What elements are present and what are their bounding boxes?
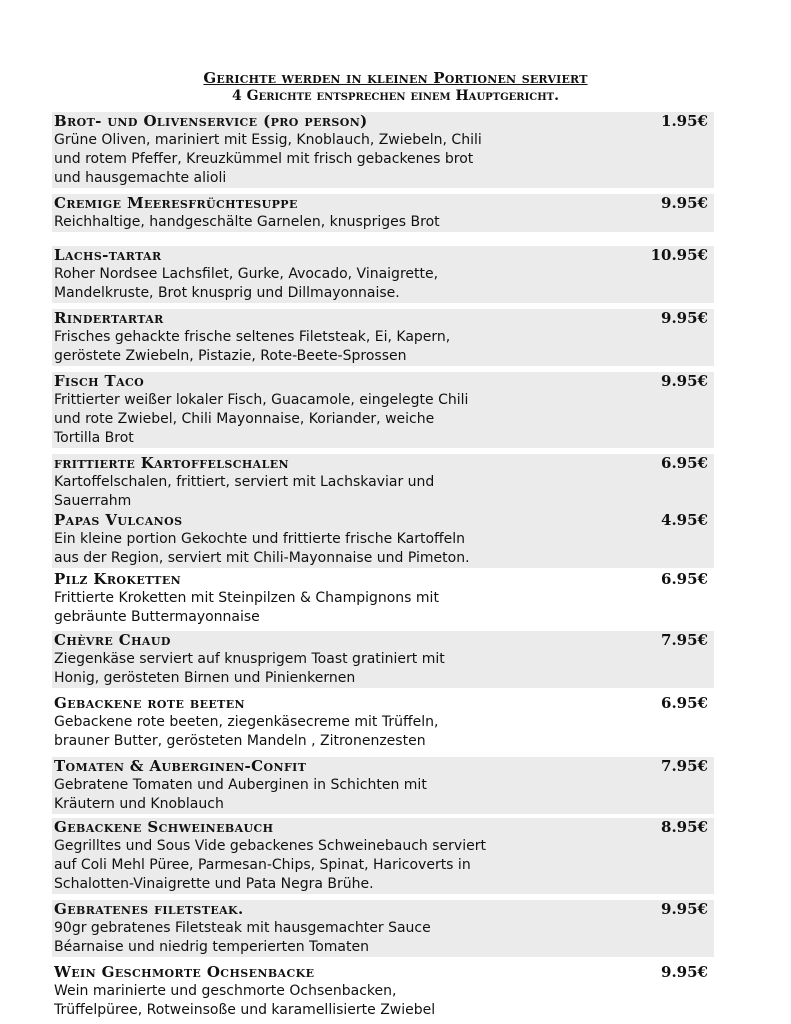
dish-name: Rindertartar [54, 309, 164, 327]
menu-item [52, 511, 714, 568]
menu-item [52, 570, 714, 627]
dish-price: 9.95€ [661, 963, 708, 981]
dish-description: Gebratene Tomaten und Auberginen in Schichten mit Kräutern und Knoblauch [54, 777, 427, 812]
dish-price: 4.95€ [661, 511, 708, 529]
dish-price: 7.95€ [661, 757, 708, 775]
menu-subtitle: 4 Gerichte entsprechen einem Hauptgericht. [232, 88, 559, 104]
dish-description: Frisches gehackte frische seltenes Filetsteak, Ei, Kapern, geröstete Zwiebeln, Pistazie, Rote-Beete-Sprossen [54, 329, 451, 364]
dish-name: Pilz Kroketten [54, 570, 182, 588]
menu-item [52, 454, 714, 511]
menu-item [52, 900, 714, 957]
dish-description: Ziegenkäse serviert auf knusprigem Toast gratiniert mit Honig, gerösteten Birnen und Pinienkernen [54, 651, 445, 686]
menu-item [52, 818, 714, 894]
dish-name: Lachs-tartar [54, 246, 162, 264]
menu-list [52, 112, 714, 1020]
dish-price: 6.95€ [661, 694, 708, 712]
menu-item [52, 372, 714, 448]
dish-name: Wein Geschmorte Ochsenbacke [54, 963, 315, 981]
menu-item [52, 194, 714, 232]
dish-price: 6.95€ [661, 570, 708, 588]
menu-item [52, 963, 714, 1020]
dish-price: 7.95€ [661, 631, 708, 649]
dish-description: Gegrilltes und Sous Vide gebackenes Schweinebauch serviert auf Coli Mehl Püree, Parmesan-Chips, Spinat, Haricoverts in Schalotten-Vinaigrette und Pata Negra Brühe. [54, 838, 486, 892]
dish-name: Fisch Taco [54, 372, 145, 390]
dish-name: Papas Vulcanos [54, 511, 183, 529]
dish-name: Gebackene rote beeten [54, 694, 245, 712]
menu-item [52, 694, 714, 751]
menu-header [0, 70, 791, 104]
dish-price: 8.95€ [661, 818, 708, 836]
dish-description: 90gr gebratenes Filetsteak mit hausgemachter Sauce Béarnaise und niedrig temperierten Tomaten [54, 920, 431, 955]
dish-name: Gebackene Schweinebauch [54, 818, 274, 836]
dish-name: frittierte Kartoffelschalen [54, 454, 289, 472]
dish-description: Frittierter weißer lokaler Fisch, Guacamole, eingelegte Chili und rote Zwiebel, Chili Mayonnaise, Koriander, weiche Tortilla Brot [54, 392, 469, 446]
dish-description: Roher Nordsee Lachsfilet, Gurke, Avocado, Vinaigrette, Mandelkruste, Brot knusprig und Dillmayonnaise. [54, 266, 439, 301]
dish-name: Cremige Meeresfrüchtesuppe [54, 194, 298, 212]
menu-item [52, 631, 714, 688]
dish-price: 10.95€ [650, 246, 708, 264]
dish-price: 6.95€ [661, 454, 708, 472]
menu-item [52, 757, 714, 814]
dish-description: Kartoffelschalen, frittiert, serviert mit Lachskaviar und Sauerrahm [54, 474, 435, 509]
menu-item [52, 112, 714, 188]
dish-description: Frittierte Kroketten mit Steinpilzen & Champignons mit gebräunte Buttermayonnaise [54, 590, 439, 625]
dish-name: Chèvre Chaud [54, 631, 171, 649]
dish-description: Grüne Oliven, mariniert mit Essig, Knoblauch, Zwiebeln, Chili und rotem Pfeffer, Kreuzkümmel mit frisch gebackenes brot und hausgemachte alioli [54, 132, 482, 186]
dish-name: Brot- und Olivenservice (pro person) [54, 112, 368, 130]
dish-price: 9.95€ [661, 372, 708, 390]
menu-item [52, 309, 714, 366]
menu-item [52, 246, 714, 303]
dish-description: Reichhaltige, handgeschälte Garnelen, knuspriges Brot [54, 214, 440, 230]
dish-price: 1.95€ [661, 112, 708, 130]
menu-title: Gerichte werden in kleinen Portionen serviert [203, 69, 588, 87]
dish-description: Wein marinierte und geschmorte Ochsenbacken, Trüffelpüree, Rotweinsoße und karamellisierte Zwiebel [54, 983, 436, 1018]
dish-name: Tomaten & Auberginen-Confit [54, 757, 307, 775]
dish-price: 9.95€ [661, 900, 708, 918]
dish-name: Gebratenes filetsteak. [54, 900, 244, 918]
dish-description: Gebackene rote beeten, ziegenkäsecreme mit Trüffeln, brauner Butter, gerösteten Mandeln , Zitronenzesten [54, 714, 439, 749]
dish-price: 9.95€ [661, 309, 708, 327]
dish-price: 9.95€ [661, 194, 708, 212]
dish-description: Ein kleine portion Gekochte und frittierte frische Kartoffeln aus der Region, serviert mit Chili-Mayonnaise und Pimeton. [54, 531, 470, 566]
